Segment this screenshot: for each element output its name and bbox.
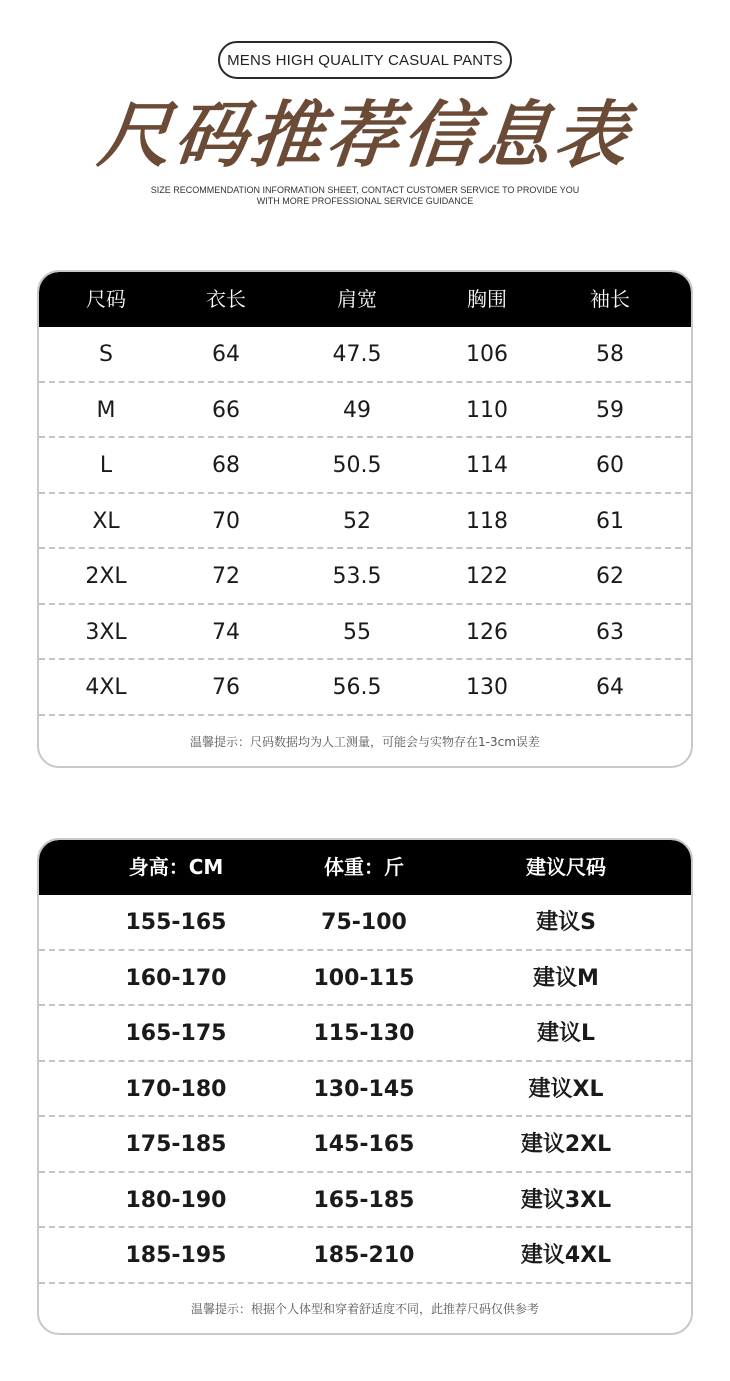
table-cell: 4XL	[85, 675, 127, 700]
table-cell: 2XL	[85, 564, 127, 589]
table-cell: 74	[212, 619, 240, 645]
table-row	[39, 895, 691, 951]
table-row	[39, 605, 691, 661]
table-cell: 49	[343, 397, 371, 423]
table-cell: 3XL	[85, 619, 127, 645]
table-cell: 100-115	[313, 965, 415, 991]
header-cell: 肩宽	[337, 287, 377, 311]
table-cell: 50.5	[332, 453, 382, 478]
recommend-table	[37, 838, 693, 1335]
header-cell: 身高：CM	[128, 855, 224, 879]
table-row	[39, 549, 691, 605]
table-cell: 155-165	[125, 910, 227, 935]
table-cell: S	[99, 342, 113, 367]
table-cell: 建议M	[533, 965, 599, 991]
table-cell: M	[96, 397, 116, 423]
tagline-text: MENS HIGH QUALITY CASUAL PANTS	[227, 51, 503, 69]
table-row	[39, 327, 691, 383]
size-table-note: 温馨提示：尺码数据均为人工测量，可能会与实物存在1-3cm误差	[190, 735, 540, 749]
recommend-table-note: 温馨提示：根据个人体型和穿着舒适度不同，此推荐尺码仅供参考	[190, 1302, 539, 1316]
table-row	[39, 1062, 691, 1118]
table-cell: 130-145	[313, 1076, 415, 1102]
table-cell: 建议XL	[528, 1076, 604, 1102]
size-table	[37, 270, 693, 768]
table-cell: 建议4XL	[520, 1243, 612, 1268]
table-cell: 56.5	[332, 675, 382, 700]
subtitle-line-1: SIZE RECOMMENDATION INFORMATION SHEET, CONTACT CUSTOMER SERVICE TO PROVIDE YOU	[150, 185, 580, 195]
table-cell: 130	[466, 675, 508, 700]
table-row	[39, 660, 691, 716]
header-cell: 建议尺码	[526, 855, 606, 879]
recommend-table-header	[39, 840, 691, 895]
table-cell: 185-210	[313, 1243, 415, 1268]
table-cell: 145-165	[313, 1132, 415, 1157]
table-cell: 76	[212, 675, 240, 700]
table-cell: 60	[596, 453, 624, 478]
recommend-table-body	[39, 895, 691, 1284]
table-cell: 58	[596, 342, 624, 367]
header-cell: 衣长	[206, 287, 246, 311]
table-cell: 47.5	[332, 342, 382, 367]
table-cell: 106	[466, 342, 508, 367]
table-row	[39, 383, 691, 439]
table-row	[39, 1173, 691, 1229]
table-cell: L	[99, 453, 113, 478]
table-cell: 170-180	[125, 1076, 227, 1102]
table-cell: 64	[596, 675, 624, 700]
table-cell: 175-185	[125, 1132, 227, 1157]
table-row	[39, 494, 691, 550]
table-cell: 122	[466, 564, 508, 589]
size-table-body	[39, 327, 691, 716]
table-cell: 53.5	[332, 564, 382, 589]
table-row	[39, 438, 691, 494]
table-cell: XL	[92, 508, 120, 534]
table-cell: 68	[212, 453, 240, 478]
table-row	[39, 1006, 691, 1062]
page-title: 尺码推荐信息表	[94, 93, 636, 177]
table-cell: 72	[212, 564, 240, 589]
table-cell: 115-130	[313, 1021, 415, 1046]
table-row	[39, 1117, 691, 1173]
tagline-badge	[218, 41, 512, 79]
table-cell: 118	[466, 508, 508, 534]
table-cell: 52	[343, 508, 371, 534]
table-cell: 75-100	[321, 910, 407, 935]
table-cell: 建议L	[536, 1021, 596, 1046]
table-cell: 61	[596, 508, 624, 534]
table-cell: 66	[212, 397, 240, 423]
table-cell: 160-170	[125, 965, 227, 991]
table-cell: 165-175	[125, 1021, 227, 1046]
subtitle-line-2: WITH MORE PROFESSIONAL SERVICE GUIDANCE	[256, 196, 474, 206]
table-cell: 70	[212, 508, 240, 534]
header-cell: 袖长	[590, 287, 630, 311]
table-cell: 126	[466, 619, 508, 645]
table-row	[39, 951, 691, 1007]
table-cell: 110	[466, 397, 508, 423]
table-cell: 建议3XL	[520, 1187, 612, 1213]
table-cell: 55	[343, 619, 371, 645]
header-cell: 胸围	[467, 287, 507, 311]
table-cell: 114	[466, 453, 508, 478]
table-cell: 185-195	[125, 1243, 227, 1268]
table-cell: 建议S	[536, 910, 596, 935]
header-cell: 体重：斤	[324, 855, 404, 879]
table-cell: 62	[596, 564, 624, 589]
table-cell: 64	[212, 342, 240, 367]
table-cell: 180-190	[125, 1187, 227, 1213]
table-cell: 63	[596, 619, 624, 645]
table-cell: 建议2XL	[520, 1132, 612, 1157]
table-row	[39, 1228, 691, 1284]
header-cell: 尺码	[86, 287, 126, 311]
table-cell: 165-185	[313, 1187, 415, 1213]
table-cell: 59	[596, 397, 624, 423]
size-table-header	[39, 272, 691, 327]
